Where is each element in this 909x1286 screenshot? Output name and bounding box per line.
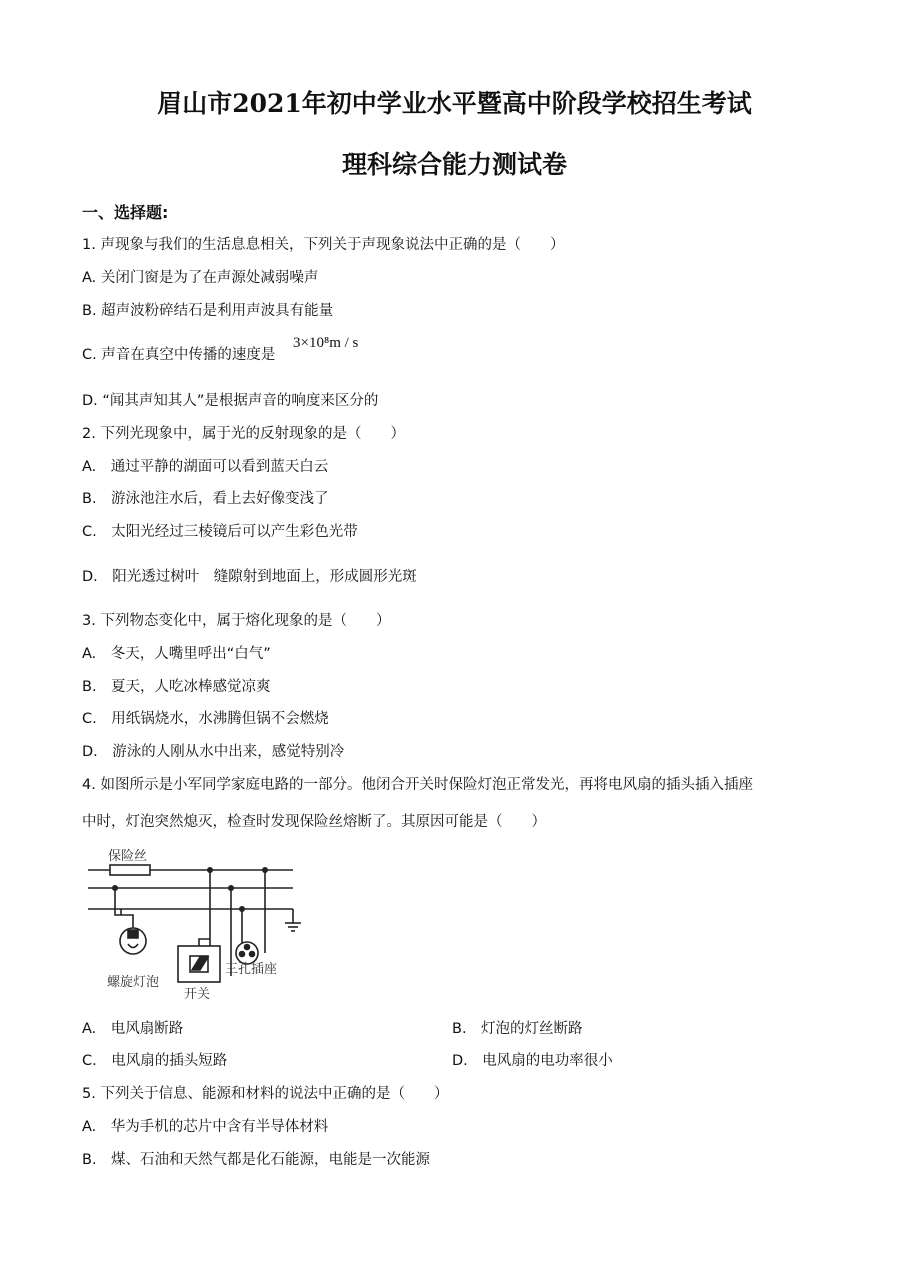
section-heading: 一、选择题: xyxy=(82,203,169,222)
question-4-option-c: C. 电风扇的插头短路 xyxy=(82,1053,228,1069)
exam-subtitle: 理科综合能力测试卷 xyxy=(341,150,567,179)
question-3-option-c: C. 用纸锅烧水，水沸腾但锅不会燃烧 xyxy=(82,711,329,727)
exam-title: 眉山市2021年初中学业水平暨高中阶段学校招生考试 xyxy=(157,89,752,118)
question-1-option-b: B. 超声波粉碎结石是利用声波具有能量 xyxy=(82,303,334,319)
question-1-option-d: D. “闻其声知其人”是根据声音的响度来区分的 xyxy=(82,393,379,409)
question-4-option-a: A. 电风扇断路 xyxy=(82,1021,184,1037)
question-3-option-d: D. 游泳的人刚从水中出来，感觉特别冷 xyxy=(82,744,345,760)
question-5-stem: 5. 下列关于信息、能源和材料的说法中正确的是（ ） xyxy=(82,1086,449,1102)
question-2-option-d: D. 阳光透过树叶 缝隙射到地面上，形成圆形光斑 xyxy=(82,569,417,585)
question-2-option-a: A. 通过平静的湖面可以看到蓝天白云 xyxy=(82,459,329,475)
question-3-option-a: A. 冬天，人嘴里呼出“白气” xyxy=(82,646,271,662)
question-4-stem-line1: 4. 如图所示是小军同学家庭电路的一部分。他闭合开关时保险灯泡正常发光，再将电风扇的插头插入插座 xyxy=(82,777,753,793)
question-3-option-b: B. 夏天，人吃冰棒感觉凉爽 xyxy=(82,679,271,695)
question-4-option-d: D. 电风扇的电功率很小 xyxy=(452,1053,613,1069)
question-5-option-b: B. 煤、石油和天然气都是化石能源，电能是一次能源 xyxy=(82,1152,431,1168)
question-1-option-c: C. 声音在真空中传播的速度是 xyxy=(82,347,276,363)
question-1-stem: 1. 声现象与我们的生活息息相关，下列关于声现象说法中正确的是（ ） xyxy=(82,237,565,253)
question-2-stem: 2. 下列光现象中，属于光的反射现象的是（ ） xyxy=(82,426,405,442)
fuse-label: 保险丝 xyxy=(108,849,148,864)
bulb-label: 螺旋灯泡 xyxy=(107,975,160,990)
socket-label: 三孔插座 xyxy=(225,962,278,977)
speed-formula: 3×10⁸m / s xyxy=(293,335,359,351)
question-4-option-b: B. 灯泡的灯丝断路 xyxy=(452,1021,583,1037)
fuse-icon xyxy=(110,865,150,875)
question-4-stem-line2: 中时，灯泡突然熄灭，检查时发现保险丝熔断了。其原因可能是（ ） xyxy=(82,814,546,830)
question-3-stem: 3. 下列物态变化中，属于熔化现象的是（ ） xyxy=(82,613,391,629)
question-1-option-a: A. 关闭门窗是为了在声源处减弱噪声 xyxy=(82,270,319,286)
switch-label: 开关 xyxy=(184,987,211,1002)
question-5-option-a: A. 华为手机的芯片中含有半导体材料 xyxy=(82,1119,329,1135)
question-2-option-c: C. 太阳光经过三棱镜后可以产生彩色光带 xyxy=(82,524,358,540)
question-2-option-b: B. 游泳池注水后，看上去好像变浅了 xyxy=(82,491,329,507)
